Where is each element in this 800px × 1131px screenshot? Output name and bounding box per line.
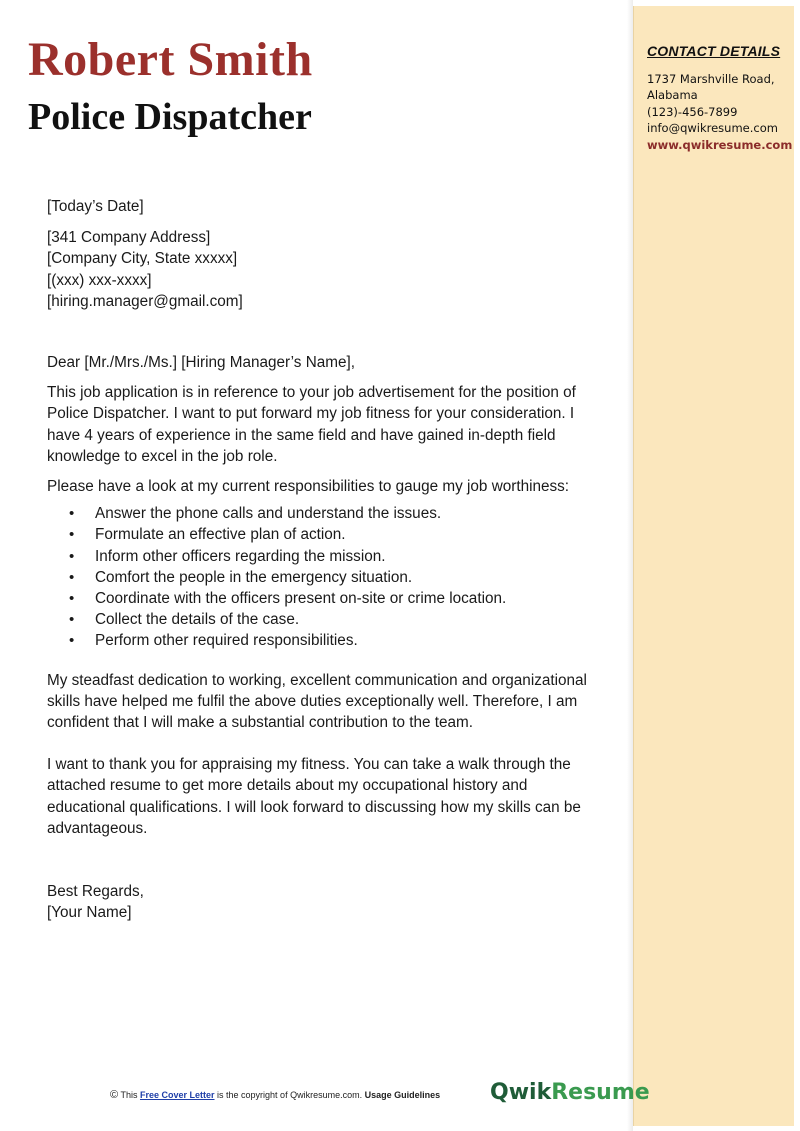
recipient-line: [341 Company Address] — [47, 229, 211, 247]
list-item: • Perform other required responsibilities. — [95, 630, 607, 651]
contact-details — [647, 71, 797, 153]
paragraph-intro: This job application is in reference to your job advertisement for the position of Police Dispatcher. I want to put forward my job fitness for your consideration. I have 4 years of experience in the same field and have gained in-depth field knowledge to excel in the job role. — [47, 384, 576, 465]
footer-this: This — [120, 1090, 138, 1100]
list-item: • Collect the details of the case. — [95, 609, 607, 630]
copyright-icon: © — [110, 1089, 119, 1101]
contact-details-heading: CONTACT DETAILS — [647, 43, 781, 59]
footer-copyright-text: is the copyright of Qwikresume.com. — [217, 1090, 363, 1100]
contact-sidebar — [633, 6, 794, 1126]
list-item: • Formulate an effective plan of action. — [95, 524, 607, 545]
logo-part-resume: Resume — [551, 1080, 650, 1105]
logo-part-qwik: Qwik — [490, 1080, 552, 1105]
list-item: • Comfort the people in the emergency situation. — [95, 567, 607, 588]
footer-copyright — [110, 1089, 470, 1101]
free-cover-letter-link[interactable]: Free Cover Letter — [139, 1090, 215, 1100]
recipient-line: [hiring.manager@gmail.com] — [47, 292, 243, 310]
contact-email[interactable]: info@qwikresume.com — [647, 121, 778, 136]
contact-phone: (123)-456-7899 — [647, 104, 738, 119]
paragraph-dedication: My steadfast dedication to working, excellent communication and organizational skills have helped me fulfil the above duties exceptionally well. Therefore, I am confident that I will make a substantial contribution to the team. — [47, 671, 587, 732]
job-title: Police Dispatcher — [28, 96, 312, 138]
list-item: • Inform other officers regarding the mission. — [95, 546, 607, 567]
contact-address-line2: Alabama — [647, 88, 698, 103]
contact-website[interactable]: www.qwikresume.com — [647, 137, 793, 152]
qwikresume-logo[interactable] — [490, 1080, 650, 1105]
salutation: Dear [Mr./Mrs./Ms.] [Hiring Manager’s Name], — [47, 354, 355, 372]
signature: [Your Name] — [47, 904, 132, 922]
closing: Best Regards, — [47, 883, 144, 901]
contact-address-line1: 1737 Marshville Road, — [647, 72, 775, 86]
list-item: • Coordinate with the officers present on-site or crime location. — [95, 588, 607, 609]
letter-body — [47, 196, 607, 923]
paragraph-thanks: I want to thank you for appraising my fitness. You can take a walk through the attached resume to get more details about my occupational history and educational qualifications. I will look forward to discussing how my skills can be advantageous. — [47, 756, 581, 837]
responsibilities-intro: Please have a look at my current responsibilities to gauge my job worthiness: — [47, 478, 570, 496]
recipient-line: [(xxx) xxx-xxxx] — [47, 271, 152, 289]
usage-guidelines-link[interactable]: Usage Guidelines — [364, 1090, 441, 1100]
recipient-address — [47, 227, 607, 312]
responsibilities-list — [47, 503, 607, 651]
list-item: • Answer the phone calls and understand the issues. — [95, 503, 607, 524]
applicant-name: Robert Smith — [28, 33, 313, 86]
letter-date: [Today’s Date] — [47, 198, 144, 215]
recipient-line: [Company City, State xxxxx] — [47, 250, 238, 268]
